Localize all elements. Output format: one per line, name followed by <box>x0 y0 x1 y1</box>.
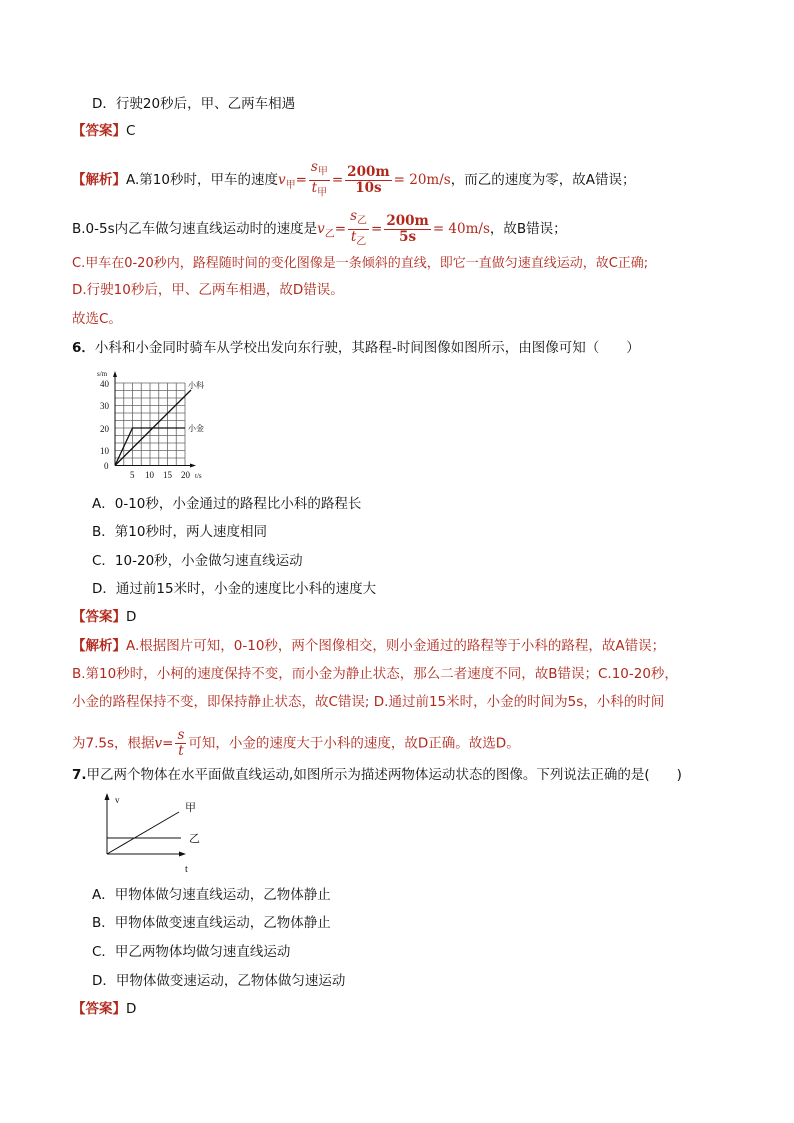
q7-stem <box>72 765 682 785</box>
formula-s-over-t <box>348 209 369 249</box>
analysis-line4b: 可知，小金的速度大于小科的速度，故D正确。故选D。 <box>188 735 520 752</box>
analysis-b-text2: ，故B错误； <box>489 221 567 238</box>
q6-option-c: C．10-20秒，小金做匀速直线运动 <box>92 553 303 569</box>
formula-s: s <box>350 208 358 224</box>
q6-analysis-line4 <box>72 728 520 759</box>
q6-xlabel: t/s <box>195 472 202 480</box>
formula-s-over-t <box>175 728 186 759</box>
prev-analysis-b: B.0-5s内乙车做匀速直线运动时的速度是$v_乙=$ $\frac{s_乙}{t_乙}$ = $\frac{200m}{5s}$ = 40m/s，故B错误； <box>72 208 567 248</box>
formula-v: v <box>317 221 325 238</box>
q6-y-arrow-icon <box>113 371 117 377</box>
formula-t: t <box>178 743 184 759</box>
formula-s-over-t <box>309 160 330 200</box>
q7-graph <box>95 790 215 875</box>
q7-label-yi: 乙 <box>189 833 200 845</box>
formula-eq: = <box>295 172 307 189</box>
analysis-label: 【解析】 <box>72 172 126 189</box>
formula-numerator: 200m <box>347 163 390 180</box>
q6-xtick-15: 15 <box>163 470 172 480</box>
prev-option-d: D．行驶20秒后，甲、乙两车相遇 <box>92 96 296 112</box>
formula-result: = 20m/s <box>393 172 451 189</box>
q6-xtick-10: 10 <box>145 470 154 480</box>
q6-option-d: D．通过前15米时，小金的速度比小科的速度大 <box>92 581 377 597</box>
formula-v: v <box>277 172 286 189</box>
formula-eq: = <box>162 735 174 752</box>
q7-label-jia: 甲 <box>185 802 196 814</box>
prev-answer <box>72 121 135 141</box>
q7-x-arrow-icon <box>179 852 186 857</box>
q6-ytick-40: 40 <box>100 379 109 389</box>
q6-ytick-0: 0 <box>104 461 109 471</box>
q6-analysis-line2: B.第10秒时，小柯的速度保持不变，而小金为静止状态，那么二者速度不同，故B错误；C.10-20秒， <box>72 666 678 682</box>
q7-option-a: A．甲物体做匀速直线运动，乙物体静止 <box>92 887 331 903</box>
q7-stem-text: 甲乙两个物体在水平面做直线运动,如图所示为描述两物体运动状态的图像。下列说法正确的是( ) <box>86 767 682 783</box>
formula-denominator: 10s <box>355 179 382 196</box>
q7-y-arrow-icon <box>105 793 110 800</box>
formula-t-sub: 甲 <box>317 187 328 199</box>
q6-xtick-5: 5 <box>130 470 135 480</box>
formula-s-sub: 乙 <box>357 215 368 227</box>
q6-graph <box>95 368 225 483</box>
q6-answer <box>72 607 136 627</box>
formula-values-fraction <box>384 214 430 245</box>
q7-option-b: B．甲物体做变速直线运动，乙物体静止 <box>92 915 331 931</box>
formula-v: v <box>154 735 163 752</box>
q7-ylabel: v <box>115 795 120 805</box>
prev-analysis-c: C.甲车在0-20秒内，路程随时间的变化图像是一条倾斜的直线，即它一直做匀速直线运动，故C正确; <box>72 256 649 271</box>
answer-label: 【答案】 <box>72 1001 126 1017</box>
q6-ytick-30: 30 <box>100 401 109 411</box>
analysis-line4a: 为7.5s，根据 <box>72 735 155 752</box>
analysis-label: 【解析】 <box>72 638 126 654</box>
analysis-line1-text: A.根据图片可知，0-10秒，两个图像相交，则小金通过的路程等于小科的路程，故A错误； <box>126 638 666 654</box>
q6-ylabel: s/m <box>97 370 108 378</box>
q6-ytick-20: 20 <box>100 424 109 434</box>
prev-conclusion: 故选C。 <box>72 311 122 327</box>
formula-s: s <box>177 727 185 743</box>
q6-number: 6． <box>72 340 95 356</box>
q6-analysis-line1 <box>72 636 665 656</box>
q6-label-xiaoke: 小科 <box>188 381 204 390</box>
answer-value: D <box>126 609 137 625</box>
formula-eq: = <box>334 221 347 238</box>
q7-line-jia <box>107 812 179 854</box>
q6-stem-text: 小科和小金同时骑车从学校出发向东行驶，其路程-时间图像如图所示，由图像可知（ ） <box>94 340 640 356</box>
analysis-b-text1: B.0-5s内乙车做匀速直线运动时的速度是 <box>72 221 318 238</box>
q6-label-xiaojin: 小金 <box>188 424 204 433</box>
q6-grid <box>115 383 185 466</box>
q6-ytick-10: 10 <box>100 446 109 456</box>
q7-xlabel: t <box>185 864 188 875</box>
q7-answer <box>72 999 136 1019</box>
analysis-a-text2: ，而乙的速度为零，故A错误； <box>450 172 636 189</box>
q6-x-arrow-icon <box>190 464 196 468</box>
q6-option-b: B．第10秒时，两人速度相同 <box>92 524 267 540</box>
q7-option-d: D．甲物体做变速运动，乙物体做匀速运动 <box>92 973 346 989</box>
q6-stem <box>72 338 640 358</box>
formula-s-sub: 甲 <box>317 166 328 178</box>
answer-label: 【答案】 <box>72 609 126 625</box>
formula-t-sub: 乙 <box>356 236 367 248</box>
formula-s: s <box>310 159 318 175</box>
answer-value: C <box>126 123 136 139</box>
prev-analysis-a: 【解析】A.第10秒时，甲车的速度$v_甲=$ $\frac{s_甲}{t_甲}$ = $\frac{200m}{10s}$ = 20m/s，而乙的速度为零，故A错误； <box>72 159 636 199</box>
q6-analysis-line3: 小金的路程保持不变，即保持静止状态，故C错误; D.通过前15米时，小金的时间为5s，小科的时间 <box>72 694 665 710</box>
formula-result: = 40m/s <box>432 221 490 238</box>
formula-t: t <box>311 179 318 196</box>
formula-t: t <box>350 228 357 245</box>
formula-values-fraction <box>345 165 391 196</box>
formula-numerator: 200m <box>386 212 429 229</box>
formula-v-sub: 甲 <box>285 179 296 191</box>
formula-v-sub: 乙 <box>324 228 335 240</box>
answer-value: D <box>126 1001 137 1017</box>
analysis-a-text1: A.第10秒时，甲车的速度 <box>126 172 278 189</box>
q6-option-a: A．0-10秒，小金通过的路程比小科的路程长 <box>92 496 362 512</box>
q7-number: 7. <box>72 767 87 783</box>
q7-option-c: C．甲乙两物体均做匀速直线运动 <box>92 944 291 960</box>
formula-denominator: 5s <box>399 228 417 245</box>
prev-analysis-d: D.行驶10秒后，甲、乙两车相遇，故D错误。 <box>72 282 344 298</box>
answer-label: 【答案】 <box>72 123 126 139</box>
q6-xtick-20: 20 <box>181 470 190 480</box>
